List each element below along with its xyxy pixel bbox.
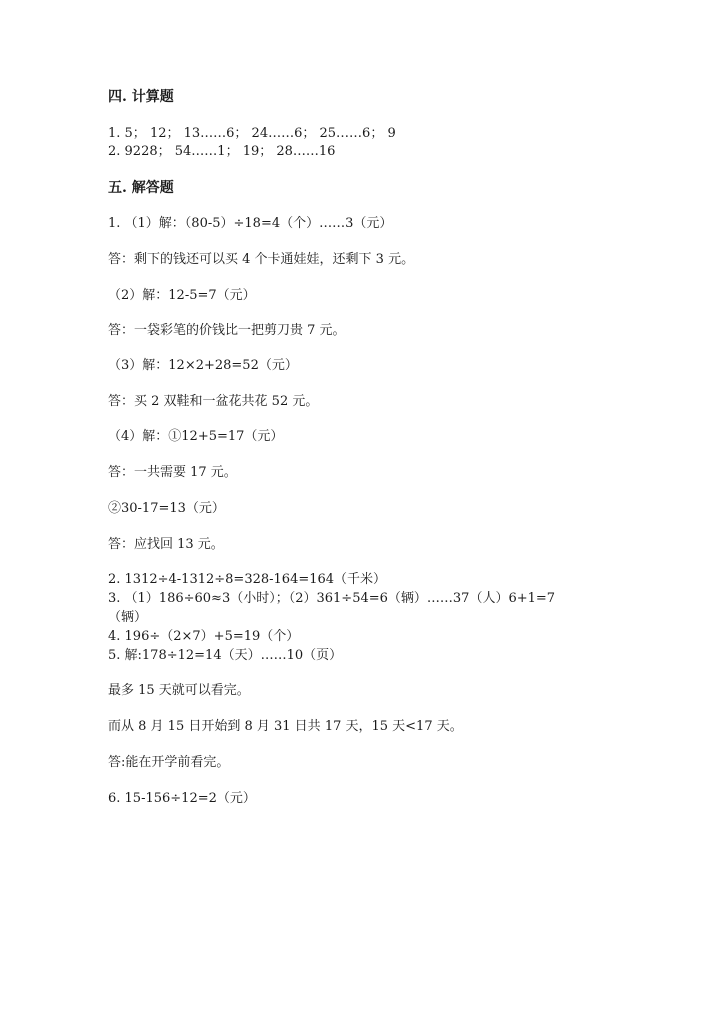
- section5-heading: 五. 解答题: [108, 180, 174, 196]
- answer-line: 5. 解:178÷12=14（天）……10（页）: [108, 648, 343, 663]
- answer-line: （辆）: [108, 610, 148, 625]
- answer-line: （3）解：12×2+28=52（元）: [108, 358, 298, 373]
- answer-line: （2）解：12-5=7（元）: [108, 288, 256, 303]
- answer-line: 答：一共需要 17 元。: [108, 465, 237, 480]
- answer-line: 4. 196÷（2×7）+5=19（个）: [108, 629, 300, 644]
- calc-answer-line-2: 2. 9228； 54……1； 19； 28……16: [108, 144, 336, 159]
- answer-line: （4）解：①12+5=17（元）: [108, 429, 284, 444]
- answer-line: 6. 15-156÷12=2（元）: [108, 791, 256, 806]
- answer-line: 答:能在开学前看完。: [108, 755, 230, 770]
- answer-line: 而从 8 月 15 日开始到 8 月 31 日共 17 天，15 天<17 天。: [108, 719, 463, 734]
- answer-line: 答：剩下的钱还可以买 4 个卡通娃娃，还剩下 3 元。: [108, 252, 415, 267]
- answer-line: ②30-17=13（元）: [108, 501, 225, 516]
- answer-line: 3. （1）186÷60≈3（小时）；（2）361÷54=6（辆）……37（人）6+1=7: [108, 591, 556, 606]
- answer-line: 2. 1312÷4-1312÷8=328-164=164（千米）: [108, 572, 387, 587]
- answer-line: 最多 15 天就可以看完。: [108, 683, 250, 698]
- answer-line: 答：应找回 13 元。: [108, 537, 224, 552]
- answer-line: 答：买 2 双鞋和一盆花共花 52 元。: [108, 394, 319, 409]
- answer-line: 1. （1）解：（80-5）÷18=4（个）……3（元）: [108, 216, 393, 231]
- answer-line: 答：一袋彩笔的价钱比一把剪刀贵 7 元。: [108, 323, 346, 338]
- calc-answer-line-1: 1. 5； 12； 13……6； 24……6； 25……6； 9: [108, 126, 396, 141]
- section4-heading: 四. 计算题: [108, 89, 174, 105]
